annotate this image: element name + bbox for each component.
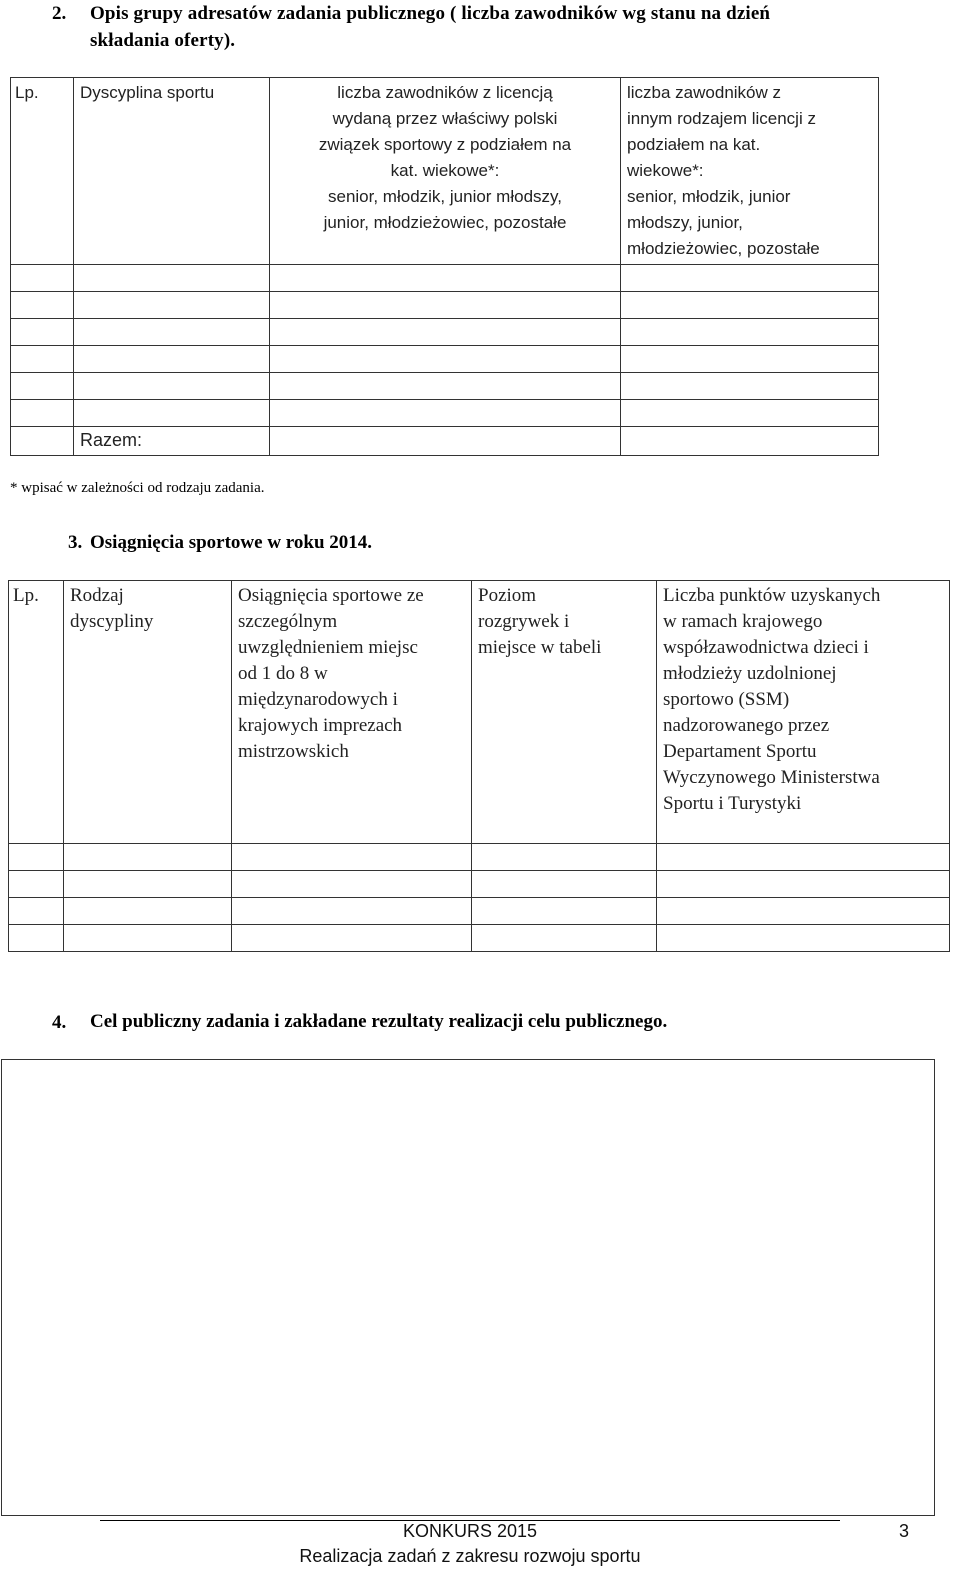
header-other-license: liczba zawodników z innym rodzajem licencji z podziałem na kat. wiekowe*: senior, młodzik, junior młodszy, junior, młodzieżowiec, pozostałe: [621, 78, 879, 265]
cell[interactable]: [657, 898, 950, 925]
section-3-title: Osiągnięcia sportowe w roku 2014.: [90, 532, 373, 553]
cell[interactable]: [621, 400, 879, 427]
table-osiagniecia: [8, 580, 950, 952]
section-2-title: [90, 0, 950, 54]
table-row: [9, 871, 950, 898]
header-discipline: Dyscyplina sportu: [74, 78, 270, 265]
cell[interactable]: [472, 925, 657, 952]
cell[interactable]: [74, 265, 270, 292]
cell[interactable]: [232, 844, 472, 871]
total-label: Razem:: [74, 427, 270, 456]
section-4-textbox[interactable]: [1, 1059, 935, 1516]
cell[interactable]: [472, 844, 657, 871]
cell[interactable]: [621, 265, 879, 292]
table-row: [11, 346, 879, 373]
cell[interactable]: [621, 319, 879, 346]
section-4-title: Cel publiczny zadania i zakładane rezultaty realizacji celu publicznego.: [90, 1011, 668, 1032]
cell[interactable]: [472, 898, 657, 925]
table-row: [9, 925, 950, 952]
footer-contest: KONKURS 2015: [402, 1521, 538, 1541]
cell[interactable]: [621, 346, 879, 373]
table-row: [9, 898, 950, 925]
cell[interactable]: [74, 319, 270, 346]
cell[interactable]: [9, 871, 64, 898]
section-4-number: 4.: [52, 1012, 67, 1033]
header-licensed: liczba zawodników z licencją wydaną przez właściwy polski związek sportowy z podziałem na kat. wiekowe*: senior, młodzik, junior młodszy, junior, młodzieżowiec, pozostałe: [270, 78, 621, 265]
cell[interactable]: [11, 319, 74, 346]
cell[interactable]: [270, 319, 621, 346]
cell[interactable]: [74, 373, 270, 400]
cell[interactable]: [11, 292, 74, 319]
cell[interactable]: [11, 373, 74, 400]
table-header-row: [9, 581, 950, 844]
table-row: [11, 400, 879, 427]
header-points: Liczba punktów uzyskanych w ramach krajowego współzawodnictwa dzieci i młodzieży uzdolnionej sportowo (SSM) nadzorowanego przez Departament Sportu Wyczynowego Ministerstwa Sportu i Turystyki: [657, 581, 950, 844]
cell[interactable]: [64, 871, 232, 898]
cell[interactable]: [11, 265, 74, 292]
section-2-title-line2: składania oferty).: [90, 30, 236, 51]
header-level: Poziom rozgrywek i miejsce w tabeli: [472, 581, 657, 844]
cell[interactable]: [74, 346, 270, 373]
cell[interactable]: [74, 400, 270, 427]
cell[interactable]: [64, 925, 232, 952]
section-2-title-line1: Opis grupy adresatów zadania publicznego ( liczba zawodników wg stanu na dzień: [90, 3, 771, 24]
section-2-number: 2.: [52, 3, 67, 24]
cell[interactable]: [621, 373, 879, 400]
table-row: [11, 265, 879, 292]
cell[interactable]: [232, 925, 472, 952]
cell: [11, 427, 74, 456]
cell[interactable]: [232, 871, 472, 898]
table-header-row: [11, 78, 879, 265]
cell[interactable]: [64, 844, 232, 871]
cell[interactable]: [472, 871, 657, 898]
cell[interactable]: [9, 925, 64, 952]
table-row: [11, 292, 879, 319]
cell[interactable]: [270, 346, 621, 373]
footnote: * wpisać w zależności od rodzaju zadania.: [10, 480, 265, 496]
header-lp: Lp.: [11, 78, 74, 265]
footer-subtitle: Realizacja zadań z zakresu rozwoju sportu: [299, 1546, 641, 1566]
header-lp: Lp.: [9, 581, 64, 844]
cell[interactable]: [64, 898, 232, 925]
cell[interactable]: [270, 292, 621, 319]
cell[interactable]: [657, 844, 950, 871]
cell[interactable]: [9, 898, 64, 925]
cell[interactable]: [11, 400, 74, 427]
table-row: [9, 844, 950, 871]
total-other[interactable]: [621, 427, 879, 456]
total-licensed[interactable]: [270, 427, 621, 456]
cell[interactable]: [74, 292, 270, 319]
cell[interactable]: [232, 898, 472, 925]
cell[interactable]: [621, 292, 879, 319]
page-number: 3: [899, 1521, 910, 1541]
header-discipline: Rodzaj dyscypliny: [64, 581, 232, 844]
cell[interactable]: [270, 265, 621, 292]
table-total-row: [11, 427, 879, 456]
table-row: [11, 373, 879, 400]
cell[interactable]: [657, 925, 950, 952]
cell[interactable]: [270, 373, 621, 400]
cell[interactable]: [657, 871, 950, 898]
cell[interactable]: [11, 346, 74, 373]
section-3-number: 3.: [68, 532, 83, 553]
table-adresaci: [10, 77, 879, 456]
cell[interactable]: [270, 400, 621, 427]
table-row: [11, 319, 879, 346]
header-achievements: Osiągnięcia sportowe ze szczególnym uwzględnieniem miejsc od 1 do 8 w międzynarodowych i krajowych imprezach mistrzowskich: [232, 581, 472, 844]
cell[interactable]: [9, 844, 64, 871]
